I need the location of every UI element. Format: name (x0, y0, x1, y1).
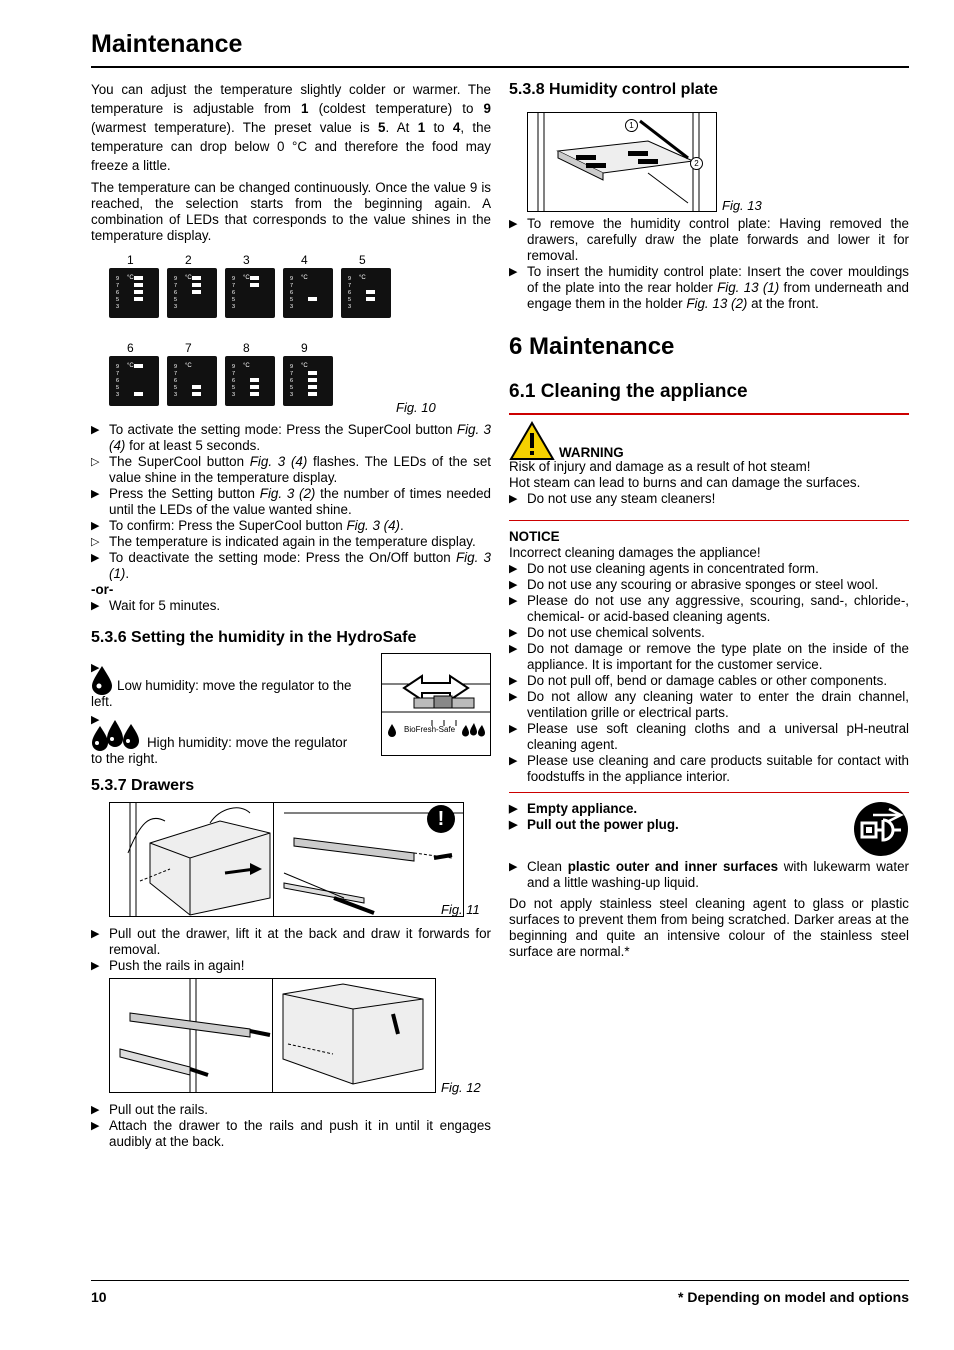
led-scale: 9 7 6 5 3 (232, 276, 236, 310)
led-bar (192, 290, 201, 294)
low-humidity-item: ▶ Low humidity: move the regulator to the left. (91, 662, 352, 709)
list-item: ▶ Do not use any scouring or abrasive sponges or steel wool. (509, 577, 909, 593)
figure-10-caption: Fig. 10 (396, 400, 436, 415)
callout-2: 2 (690, 157, 703, 170)
led-bar (250, 378, 259, 382)
led-degree-label: °C (127, 275, 134, 281)
list-item: ▶ Do not use any steam cleaners! (509, 491, 909, 507)
list-item: ▶ To activate the setting mode: Press the SuperCool button Fig. 3 (4) for at least 5 seconds. (91, 422, 491, 454)
led-bar (250, 385, 259, 389)
led-bar (308, 371, 317, 375)
led-degree-label: °C (185, 363, 192, 369)
led-scale: 9 7 6 5 3 (232, 364, 236, 398)
heading-5-3-7: 5.3.7 Drawers (91, 777, 195, 794)
list-item: ▷ The temperature is indicated again in the temperature display. (91, 534, 491, 550)
led-scale: 9 7 6 5 3 (348, 276, 352, 310)
led-bar (250, 392, 259, 396)
notice-steps (509, 561, 909, 785)
warning-block (509, 415, 909, 507)
figure-11-drawer-removal (91, 802, 491, 922)
led-display-1 (109, 268, 159, 318)
list-item: ▶ Pull out the power plug. (509, 817, 909, 833)
led-bar (134, 290, 143, 294)
list-item: ▶ Please use soft cleaning cloths and a universal pH-neutral cleaning agent. (509, 721, 909, 753)
led-number: 5 (359, 253, 366, 267)
led-scale: 9 7 6 5 3 (116, 364, 120, 398)
warning-line-1: Risk of injury and damage as a result of hot steam! (509, 459, 811, 474)
led-bar (308, 385, 317, 389)
list-item: ▶ To insert the humidity control plate: Insert the cover mouldings of the plate into the rear holder Fig. 13 (1) from underneath and engage them in the holder Fig. 13 (2) at the front. (509, 264, 909, 312)
led-bar (366, 290, 375, 294)
led-scale: 9 7 6 5 3 (116, 276, 120, 310)
led-bar (192, 392, 201, 396)
drawer-steps-2 (91, 1102, 491, 1150)
or-separator: -or- (91, 582, 114, 597)
warning-line-2: Hot steam can lead to burns and can damage the surfaces. (509, 475, 861, 490)
notice-intro: Incorrect cleaning damages the appliance! (509, 545, 761, 560)
led-display-4 (283, 268, 333, 318)
warning-steps (509, 491, 909, 507)
figure-12-rail-attach (91, 978, 491, 1102)
list-item: ▶ Do not allow any cleaning water to enter the drain channel, ventilation grille or electrical parts. (509, 689, 909, 721)
list-item: ▶ Clean plastic outer and inner surfaces with lukewarm water and a little washing-up liquid. (509, 859, 909, 891)
led-display-8 (225, 356, 275, 406)
humidity-section (91, 660, 491, 770)
led-bar (134, 276, 143, 280)
led-bar (192, 385, 201, 389)
led-display-9 (283, 356, 333, 406)
unplug-section (509, 801, 909, 859)
led-bar (308, 297, 317, 301)
list-item: ▶ Attach the drawer to the rails and push it in until it engages audibly at the back. (91, 1118, 491, 1150)
led-bar (192, 276, 201, 280)
warning-triangle-icon (509, 421, 555, 461)
led-degree-label: °C (127, 363, 134, 369)
led-bar (134, 297, 143, 301)
led-grid (109, 252, 399, 402)
page-number: 10 (91, 1289, 107, 1305)
list-item: ▶ Do not pull off, bend or damage cables or other components. (509, 673, 909, 689)
led-number: 4 (301, 253, 308, 267)
led-number: 2 (185, 253, 192, 267)
wait-step (91, 598, 491, 614)
led-degree-label: °C (185, 275, 192, 281)
list-item: ▶ Press the Setting button Fig. 3 (2) the number of times needed until the LEDs of the value wanted shine. (91, 486, 491, 518)
setting-steps (91, 422, 491, 582)
list-item: ▶ Pull out the rails. (91, 1102, 491, 1118)
heading-5-3-8: 5.3.8 Humidity control plate (509, 81, 718, 98)
list-item: ▶ Please do not use any aggressive, scouring, sand-, chloride-, chemical- or acid-based cleaning agents. (509, 593, 909, 625)
list-item: ▶ Empty appliance. (509, 801, 909, 817)
figure-11-panel-left (109, 802, 275, 917)
footer-rule (91, 1280, 909, 1281)
led-bar (134, 392, 143, 396)
led-degree-label: °C (243, 363, 250, 369)
figure-12-panel-right (272, 978, 436, 1093)
clean-steps (509, 859, 909, 891)
led-degree-label: °C (301, 275, 308, 281)
led-bar (250, 276, 259, 280)
warning-title: WARNING (559, 445, 624, 460)
notice-bottom-rule (509, 792, 909, 793)
footer-note: * Depending on model and options (678, 1289, 909, 1305)
led-display-3 (225, 268, 275, 318)
figure-10-led-display (91, 252, 491, 422)
list-item: ▶ Do not use chemical solvents. (509, 625, 909, 641)
led-scale: 9 7 6 5 3 (174, 364, 178, 398)
list-item: ▶ To deactivate the setting mode: Press the On/Off button Fig. 3 (1). (91, 550, 491, 582)
right-column (509, 80, 909, 965)
power-plug-icon (853, 801, 909, 857)
led-degree-label: °C (301, 363, 308, 369)
led-bar (308, 378, 317, 382)
list-item: ▷ The SuperCool button Fig. 3 (4) flashes. The LEDs of the set value shine in the temperature display. (91, 454, 491, 486)
led-scale: 9 7 6 5 3 (174, 276, 178, 310)
left-column (91, 80, 491, 1150)
stainless-note: Do not apply stainless steel cleaning agent to glass or plastic surfaces to prevent them from being scratched. Darker areas at the beginning and quite an intensive colour of the stainless steel surface are normal.* (509, 896, 909, 959)
led-number: 9 (301, 341, 308, 355)
led-bar (192, 283, 201, 287)
plate-steps (509, 216, 909, 312)
figure-12-caption: Fig. 12 (441, 1080, 481, 1095)
figure-11-panel-right (273, 802, 464, 917)
led-degree-label: °C (243, 275, 250, 281)
notice-title: NOTICE (509, 529, 560, 544)
heading-6-1: 6.1 Cleaning the appliance (509, 381, 748, 402)
led-bar (308, 392, 317, 396)
heading-6: 6 Maintenance (509, 333, 675, 360)
led-bar (134, 364, 143, 368)
led-degree-label: °C (359, 275, 366, 281)
led-scale: 9 7 6 5 3 (290, 276, 294, 310)
biofresh-label: BioFresh-Safe (404, 725, 456, 734)
figure-11-caption: Fig. 11 (441, 902, 480, 917)
led-number: 1 (127, 253, 134, 267)
list-item: ▶ Please use cleaning and care products suitable for contact with foodstuffs in the appliance interior. (509, 753, 909, 785)
page-title: Maintenance (91, 30, 243, 58)
led-display-2 (167, 268, 217, 318)
unplug-steps (509, 801, 909, 833)
led-number: 3 (243, 253, 250, 267)
led-display-7 (167, 356, 217, 406)
notice-block (509, 521, 909, 785)
led-scale: 9 7 6 5 3 (290, 364, 294, 398)
led-display-5 (341, 268, 391, 318)
header-rule (91, 66, 909, 68)
figure-13-humidity-plate (509, 112, 909, 212)
led-number: 7 (185, 341, 192, 355)
figure-13-drawing (527, 112, 717, 212)
list-item: ▶ Wait for 5 minutes. (91, 598, 491, 614)
heading-5-3-6: 5.3.6 Setting the humidity in the HydroSafe (91, 629, 417, 646)
figure-13-caption: Fig. 13 (722, 198, 762, 213)
list-item: ▶ To remove the humidity control plate: Having removed the drawers, carefully draw the plate forwards and lower it for removal. (509, 216, 909, 264)
led-display-6 (109, 356, 159, 406)
led-number: 6 (127, 341, 134, 355)
callout-1: 1 (625, 119, 638, 132)
warning-exclamation-icon: ! (427, 805, 455, 833)
list-item: ▶ To confirm: Press the SuperCool button Fig. 3 (4). (91, 518, 491, 534)
intro-paragraph-1: You can adjust the temperature slightly colder or warmer. The temperature is adjustable from 1 (coldest temperature) to 9 (warmest temperature). The preset value is 5. At 1 to 4, the temperature can drop below 0 °C and therefore the food may freeze a little. (91, 82, 492, 173)
list-item: ▶ Do not damage or remove the type plate on the inside of the appliance. It is important for the customer service. (509, 641, 909, 673)
led-bar (366, 297, 375, 301)
list-item: ▶ Do not use cleaning agents in concentrated form. (509, 561, 909, 577)
led-bar (250, 283, 259, 287)
high-humidity-item: ▶ High humidity: move the regulator to the right. (91, 714, 348, 766)
list-item: ▶ Push the rails in again! (91, 958, 491, 974)
list-item: ▶ Pull out the drawer, lift it at the back and draw it forwards for removal. (91, 926, 491, 958)
humidity-regulator-figure (381, 653, 491, 756)
figure-12-panel-left (109, 978, 274, 1093)
intro-paragraph-2: The temperature can be changed continuously. Once the value 9 is reached, the selection starts from the beginning again. A combination of LEDs that corresponds to the value shines in the temperature display. (91, 180, 491, 243)
led-bar (134, 283, 143, 287)
drawer-steps-1 (91, 926, 491, 974)
led-number: 8 (243, 341, 250, 355)
